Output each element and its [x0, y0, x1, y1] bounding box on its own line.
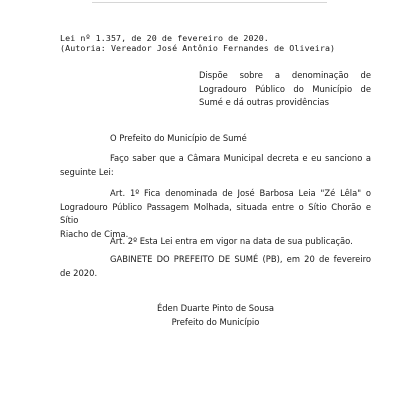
article-1-line-1: Art. 1º Fica denominada de José Barbosa Leia "Zé Lêla" o	[110, 188, 371, 198]
ementa-line-1: Dispõe sobre a denominação de	[199, 70, 371, 80]
addressee: O Prefeito do Município de Sumé	[110, 133, 247, 143]
top-divider	[92, 2, 327, 3]
ementa	[199, 69, 371, 110]
signer-title: Prefeito do Município	[171, 316, 260, 327]
enactment-paragraph	[60, 152, 371, 179]
signature-block	[60, 302, 371, 329]
signer-name: Éden Duarte Pinto de Sousa	[156, 303, 275, 313]
article-2: Art. 2º Esta Lei entra em vigor na data de sua publicação.	[110, 236, 353, 246]
closing-line-1: GABINETE DO PREFEITO DE SUMÉ (PB), em 20 de fevereiro	[110, 254, 371, 264]
article-1	[60, 187, 371, 241]
closing-line-2: de 2020.	[60, 267, 98, 278]
authorship-line: (Autoria: Vereador José Antônio Fernandes de Oliveira)	[60, 43, 336, 53]
enactment-line-2: seguinte Lei:	[60, 166, 114, 177]
article-1-line-3: Riacho de Cima.	[60, 228, 129, 239]
closing-paragraph	[60, 253, 371, 280]
enactment-line-1: Faço saber que a Câmara Municipal decreta e eu sanciono a	[110, 153, 371, 163]
ementa-line-3: Sumé e dá outras providências	[199, 97, 330, 108]
law-number-line: Lei nº 1.357, de 20 de fevereiro de 2020.	[60, 33, 269, 43]
article-1-line-2: Logradouro Público Passagem Molhada, situada entre o Sítio Chorão e Sítio	[60, 201, 371, 226]
ementa-line-2: Logradouro Público do Município de	[199, 83, 371, 94]
